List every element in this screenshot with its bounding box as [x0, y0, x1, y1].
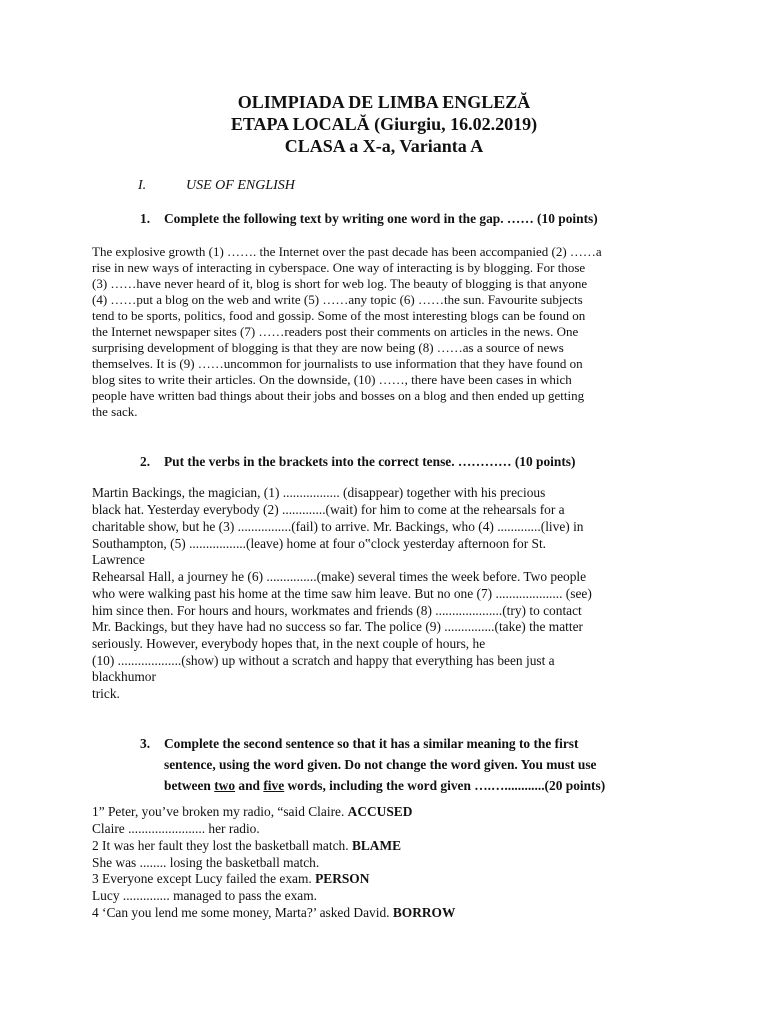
question-text-line — [164, 775, 605, 796]
question-text-line: sentence, using the word given. Do not change the word given. You must use — [164, 757, 597, 772]
underlined-word: five — [263, 778, 285, 793]
question-text: Complete the following text by writing one word in the gap. …… (10 points) — [164, 211, 598, 226]
question-number: 2. — [140, 454, 151, 469]
passage-line: the sack. — [92, 404, 138, 419]
passage-line: Martin Backings, the magician, (1) ................. (disappear) together with his precious — [92, 485, 546, 500]
exercise-line — [92, 838, 401, 854]
passage-line: tend to be sports, politics, food and gossip. Some of the most interesting blogs can be found on — [92, 308, 586, 323]
exercise-text: 1” Peter, you’ve broken my radio, “said Claire. — [92, 804, 348, 819]
exercise-line — [92, 804, 412, 820]
passage-line: (10) ...................(show) up without a scratch and happy that everything has been just a — [92, 653, 555, 668]
passage-line: him since then. For hours and hours, workmates and friends (8) ....................(try) to contact — [92, 603, 582, 618]
passage-line: Rehearsal Hall, a journey he (6) ...............(make) several times the week before. Two people — [92, 569, 587, 584]
passage-line: themselves. It is (9) ……uncommon for journalists to use information that they have found on — [92, 356, 583, 371]
exercise-text: Claire ....................... her radio. — [92, 821, 260, 836]
exercise-line — [92, 888, 317, 904]
exercise-text: 3 Everyone except Lucy failed the exam. — [92, 871, 316, 886]
exercise-text: Lucy .............. managed to pass the exam. — [92, 888, 317, 903]
header-title-line3: CLASA a X-a, Varianta A — [284, 136, 484, 156]
passage-line: trick. — [92, 686, 120, 701]
passage-line: (3) ……have never heard of it, blog is short for web log. The beauty of blogging is that anyone — [92, 276, 588, 291]
section-heading — [138, 178, 295, 194]
exercise-text: 2 It was her fault they lost the basketball match. — [92, 838, 352, 853]
header-title-line1: OLIMPIADA DE LIMBA ENGLEZĂ — [237, 92, 531, 112]
passage-line: The explosive growth (1) ……. the Internet over the past decade has been accompanied (2) ……a — [92, 244, 602, 259]
exercise-text: 4 ‘Can you lend me some money, Marta?’ asked David. — [92, 905, 393, 920]
passage-line: rise in new ways of interacting in cyberspace. One way of interacting is by blogging. For those — [92, 260, 586, 275]
passage-line: the Internet newspaper sites (7) ……readers post their comments on articles in the news. One — [92, 324, 579, 339]
passage-line: blackhumor — [92, 669, 156, 684]
keyword: PERSON — [315, 871, 370, 886]
text-segment: and — [235, 778, 264, 793]
passage-line: Southampton, (5) .................(leave) home at four o‟clock yesterday afternoon for St. — [92, 536, 547, 551]
header-title-line2: ETAPA LOCALĂ (Giurgiu, 16.02.2019) — [230, 114, 538, 134]
keyword: ACCUSED — [347, 804, 413, 819]
keyword: BORROW — [392, 905, 456, 920]
passage-line: people have written bad things about their jobs and bosses on a blog and then ended up getting — [92, 388, 585, 403]
passage-line: charitable show, but he (3) ................(fail) to arrive. Mr. Backings, who (4) .............(live) in — [92, 519, 584, 534]
exercise-line — [92, 905, 455, 921]
exercise-text: She was ........ losing the basketball match. — [92, 855, 320, 870]
passage-line: who were walking past his home at the time saw him leave. But no one (7) .................... (see) — [92, 586, 592, 601]
underlined-word: two — [214, 778, 236, 793]
text-segment: words, including the word given ….…............(20 points) — [284, 778, 606, 793]
passage-line: (4) ……put a blog on the web and write (5) ……any topic (6) ……the sun. Favourite subjects — [92, 292, 583, 307]
exercise-line — [92, 855, 319, 871]
passage-line: surprising development of blogging is that they are now being (8) ……as a source of news — [92, 340, 564, 355]
passage-line: black hat. Yesterday everybody (2) .............(wait) for him to come at the rehearsals for a — [92, 502, 565, 517]
exercise-line — [92, 821, 260, 837]
question-3-instruction — [140, 733, 720, 799]
passage-line: blog sites to write their articles. On the downside, (10) ……, there have been cases in which — [92, 372, 572, 387]
keyword: BLAME — [351, 838, 402, 853]
question-number: 1. — [140, 211, 151, 226]
question-text: Put the verbs in the brackets into the correct tense. ………… (10 points) — [164, 454, 576, 469]
question-1-instruction — [140, 208, 700, 229]
passage-line: Mr. Backings, but they have had no success so far. The police (9) ...............(take) the matter — [92, 619, 583, 634]
section-title: USE OF ENGLISH — [186, 178, 295, 193]
section-number: I. — [138, 178, 147, 193]
passage-line: Lawrence — [92, 552, 145, 567]
text-segment: between — [164, 778, 215, 793]
passage-line: seriously. However, everybody hopes that, in the next couple of hours, he — [92, 636, 486, 651]
exercise-line — [92, 871, 369, 887]
question-2-instruction — [140, 451, 700, 472]
question-number: 3. — [140, 736, 151, 751]
question-text-line: Complete the second sentence so that it has a similar meaning to the first — [164, 736, 579, 751]
